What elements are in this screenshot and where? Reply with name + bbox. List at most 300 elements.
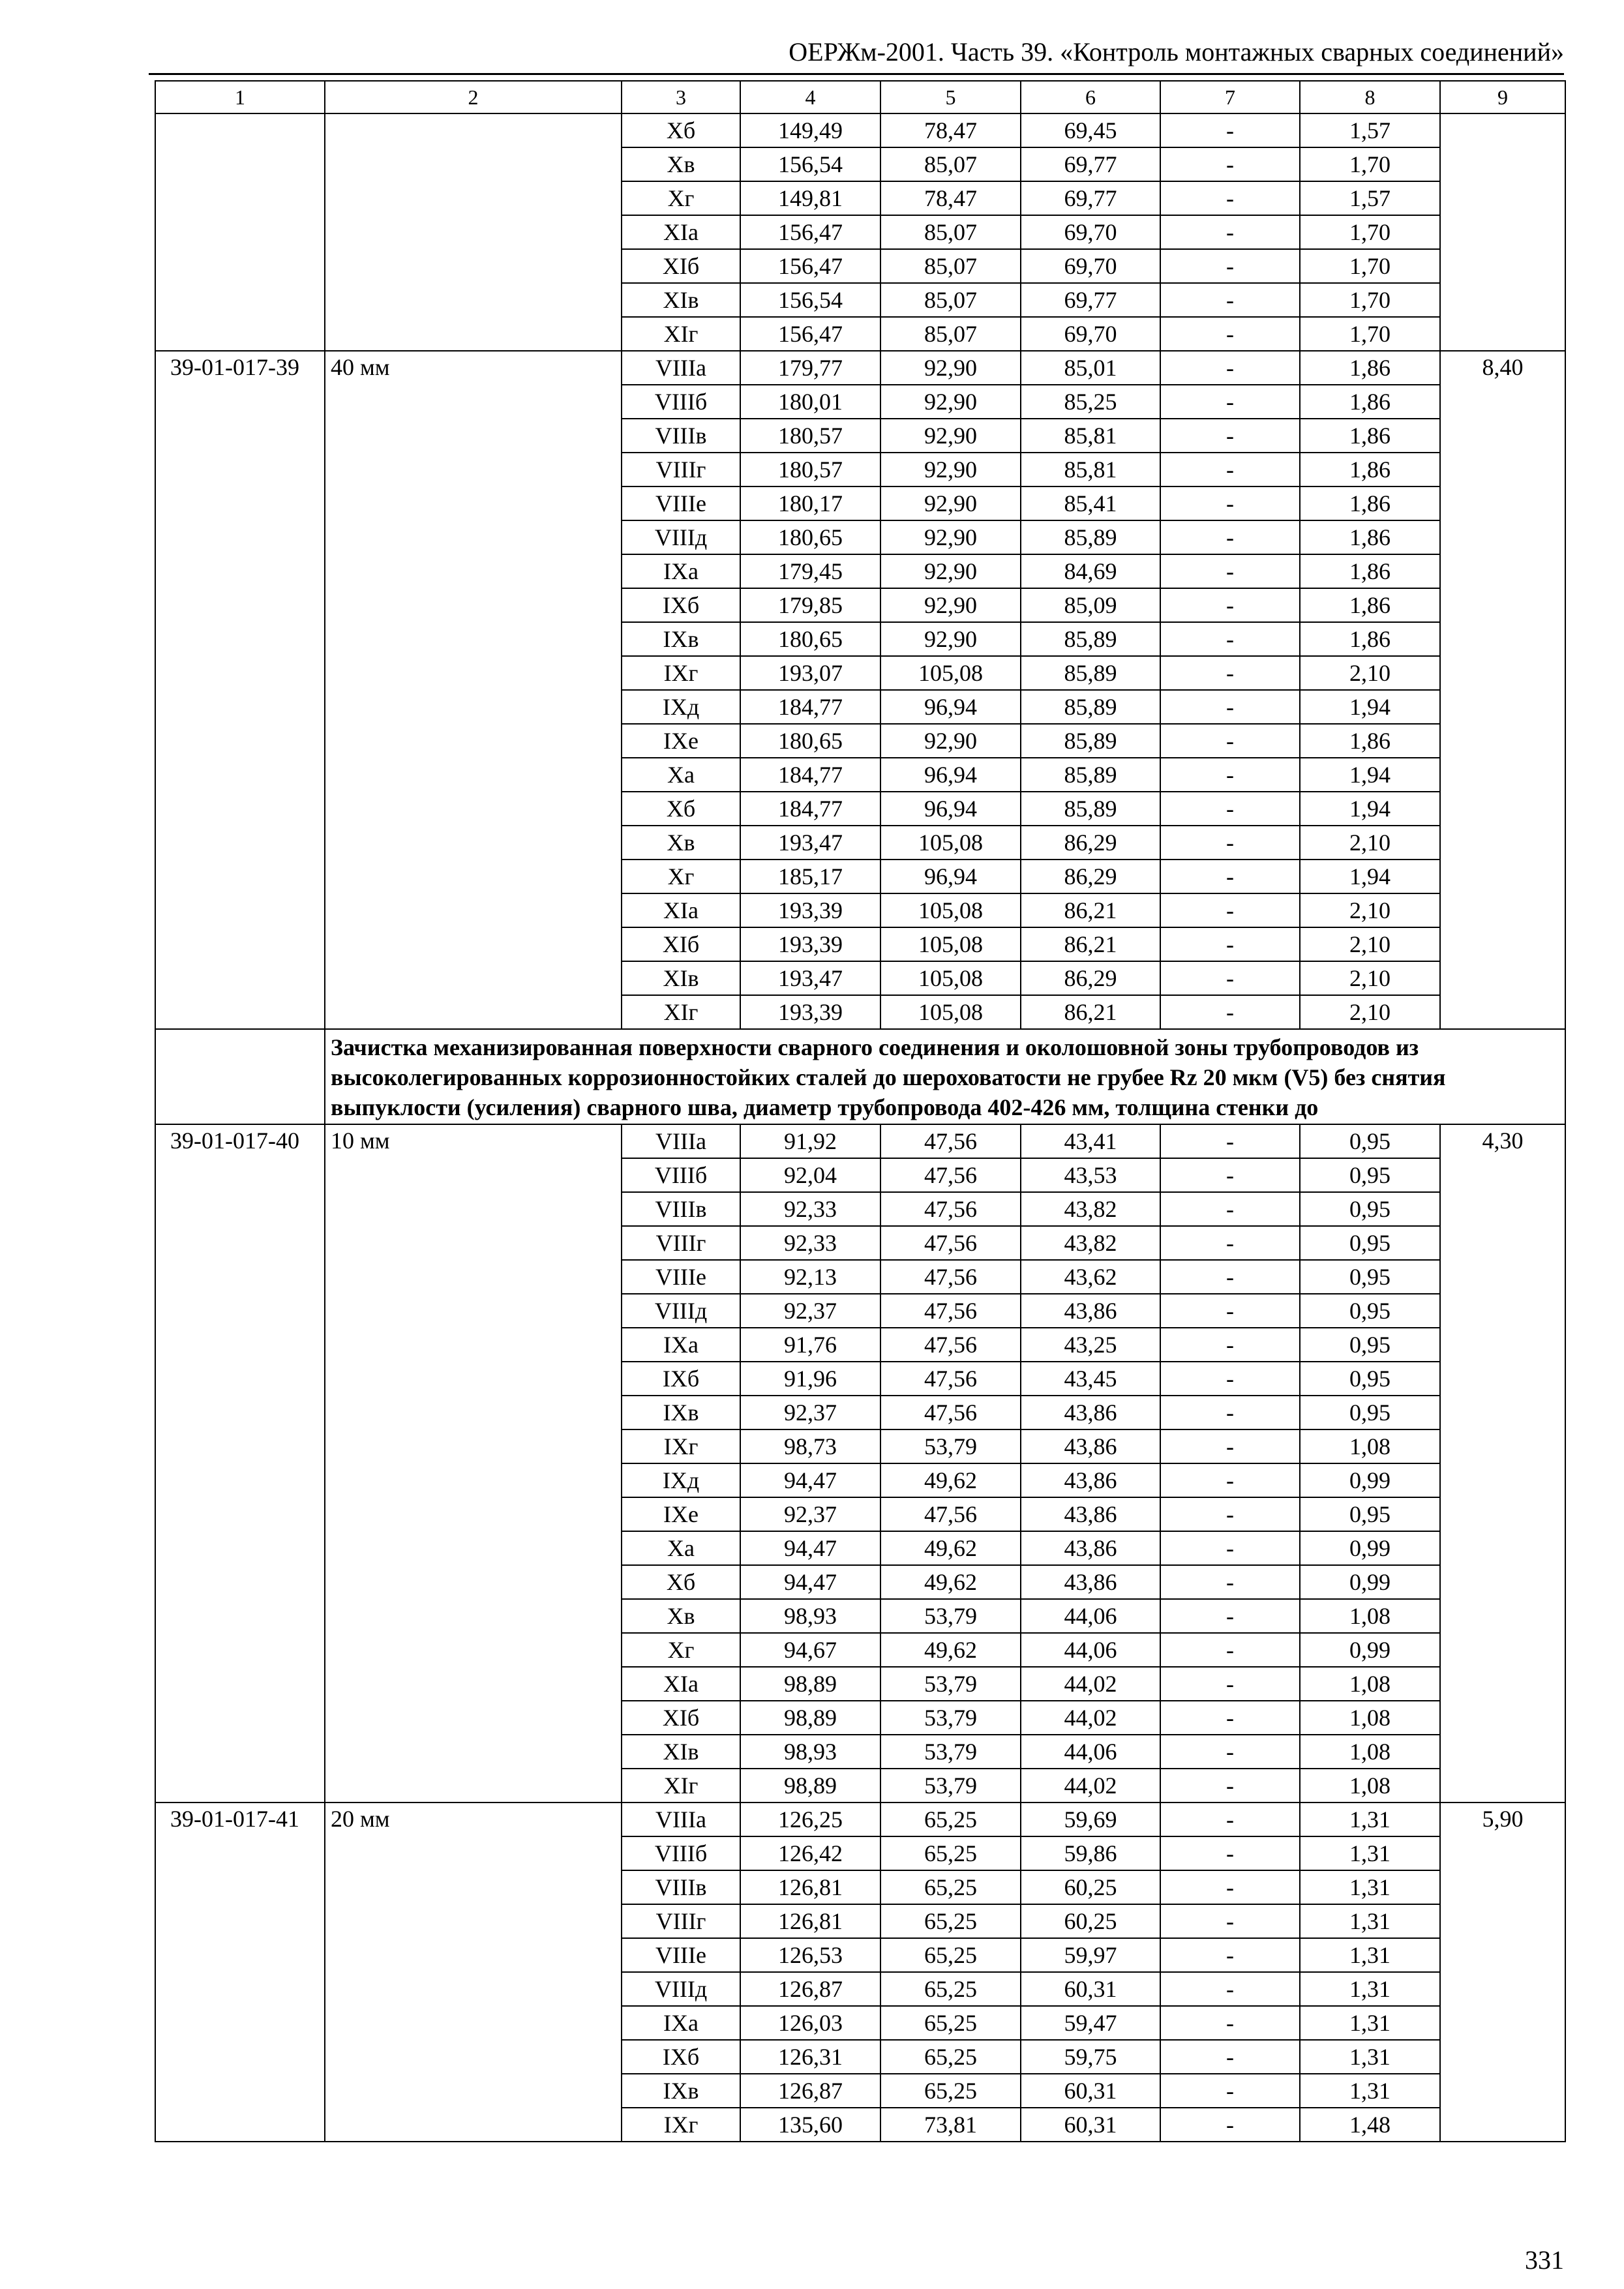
machine-cost-cell: 85,09 [1021, 588, 1160, 622]
machine-cost-cell: 44,02 [1021, 1667, 1160, 1701]
materials-cell: - [1160, 1904, 1300, 1938]
labor-hours-cell: 0,95 [1300, 1328, 1440, 1362]
labor-cost-cell: 105,08 [880, 826, 1021, 860]
materials-cell: - [1160, 1429, 1300, 1463]
machine-cost-cell: 43,86 [1021, 1565, 1160, 1599]
total-cost-cell: 193,47 [740, 961, 880, 995]
materials-cell: - [1160, 1328, 1300, 1362]
materials-cell: - [1160, 385, 1300, 419]
total-cost-cell: 126,87 [740, 1972, 880, 2006]
machine-cost-cell: 43,62 [1021, 1260, 1160, 1294]
labor-hours-cell: 2,10 [1300, 826, 1440, 860]
labor-hours-cell: 1,31 [1300, 1904, 1440, 1938]
labor-hours-cell: 1,08 [1300, 1701, 1440, 1735]
total-cost-cell: 180,01 [740, 385, 880, 419]
machine-cost-cell: 43,25 [1021, 1328, 1160, 1362]
materials-cell: - [1160, 1396, 1300, 1429]
labor-hours-cell: 1,94 [1300, 758, 1440, 792]
machine-cost-cell: 44,02 [1021, 1701, 1160, 1735]
labor-cost-cell: 65,25 [880, 2074, 1021, 2108]
labor-cost-cell: 53,79 [880, 1599, 1021, 1633]
total-cost-cell: 94,67 [740, 1633, 880, 1667]
labor-hours-cell: 0,95 [1300, 1396, 1440, 1429]
machine-cost-cell: 85,81 [1021, 453, 1160, 486]
total-cost-cell: 180,17 [740, 486, 880, 520]
labor-hours-cell: 1,31 [1300, 1938, 1440, 1972]
machine-cost-cell: 60,25 [1021, 1904, 1160, 1938]
labor-hours-cell: 2,10 [1300, 995, 1440, 1029]
labor-cost-cell: 92,90 [880, 724, 1021, 758]
total-cost-cell: 98,93 [740, 1599, 880, 1633]
labor-cost-cell: 47,56 [880, 1396, 1021, 1429]
labor-cost-cell: 92,90 [880, 351, 1021, 385]
total-cost-cell: 179,85 [740, 588, 880, 622]
category-cell: VIIIе [622, 1938, 740, 1972]
labor-hours-cell: 0,95 [1300, 1497, 1440, 1531]
materials-cell: - [1160, 826, 1300, 860]
total-cost-cell: 193,47 [740, 826, 880, 860]
machine-cost-cell: 85,25 [1021, 385, 1160, 419]
labor-cost-cell: 78,47 [880, 113, 1021, 147]
total-cost-cell: 126,81 [740, 1904, 880, 1938]
labor-hours-cell: 0,95 [1300, 1260, 1440, 1294]
machine-cost-cell: 69,70 [1021, 249, 1160, 283]
category-cell: Xа [622, 758, 740, 792]
labor-cost-cell: 53,79 [880, 1769, 1021, 1803]
labor-cost-cell: 92,90 [880, 419, 1021, 453]
category-cell: IXд [622, 690, 740, 724]
category-cell: VIIIг [622, 1904, 740, 1938]
total-cost-cell: 185,17 [740, 860, 880, 893]
machine-cost-cell: 44,06 [1021, 1735, 1160, 1769]
materials-cell: - [1160, 147, 1300, 181]
rate-name [325, 113, 622, 351]
machine-cost-cell: 85,41 [1021, 486, 1160, 520]
materials-cell: - [1160, 622, 1300, 656]
labor-hours-cell: 0,95 [1300, 1226, 1440, 1260]
materials-cell: - [1160, 893, 1300, 927]
total-cost-cell: 94,47 [740, 1565, 880, 1599]
column-number: 5 [880, 81, 1021, 113]
total-cost-cell: 126,31 [740, 2040, 880, 2074]
category-cell: VIIIд [622, 520, 740, 554]
labor-cost-cell: 105,08 [880, 961, 1021, 995]
category-cell: VIIIв [622, 1192, 740, 1226]
materials-cell: - [1160, 1497, 1300, 1531]
total-cost-cell: 98,93 [740, 1735, 880, 1769]
labor-hours-cell: 0,99 [1300, 1463, 1440, 1497]
total-cost-cell: 180,65 [740, 622, 880, 656]
labor-cost-cell: 65,25 [880, 1836, 1021, 1870]
total-cost-cell: 126,03 [740, 2006, 880, 2040]
labor-hours-cell: 0,99 [1300, 1565, 1440, 1599]
machine-cost-cell: 85,89 [1021, 690, 1160, 724]
column-number: 6 [1021, 81, 1160, 113]
machine-cost-cell: 85,89 [1021, 656, 1160, 690]
table-row [155, 113, 1565, 147]
total-cost-cell: 184,77 [740, 792, 880, 826]
labor-hours-cell: 1,86 [1300, 588, 1440, 622]
category-cell: VIIIд [622, 1294, 740, 1328]
labor-hours-cell: 1,08 [1300, 1769, 1440, 1803]
labor-hours-cell: 1,31 [1300, 1803, 1440, 1836]
machine-cost-cell: 69,77 [1021, 181, 1160, 215]
machine-cost-cell: 44,02 [1021, 1769, 1160, 1803]
labor-cost-cell: 105,08 [880, 893, 1021, 927]
header-rule [149, 73, 1564, 75]
total-cost-cell: 193,07 [740, 656, 880, 690]
machine-cost-cell: 59,75 [1021, 2040, 1160, 2074]
labor-cost-cell: 47,56 [880, 1226, 1021, 1260]
category-cell: IXв [622, 2074, 740, 2108]
materials-cell: - [1160, 656, 1300, 690]
section-blank-cell [155, 1029, 325, 1124]
total-cost-cell: 91,96 [740, 1362, 880, 1396]
labor-hours-cell: 1,08 [1300, 1599, 1440, 1633]
labor-cost-cell: 105,08 [880, 995, 1021, 1029]
machine-cost-cell: 43,86 [1021, 1531, 1160, 1565]
machine-cost-cell: 86,29 [1021, 961, 1160, 995]
materials-cell: - [1160, 588, 1300, 622]
labor-cost-cell: 92,90 [880, 520, 1021, 554]
table-row [155, 1803, 1565, 1836]
category-cell: XIа [622, 1667, 740, 1701]
labor-hours-cell: 1,86 [1300, 520, 1440, 554]
machinist-hours-cell: 4,30 [1440, 1124, 1565, 1803]
materials-cell: - [1160, 961, 1300, 995]
total-cost-cell: 156,47 [740, 215, 880, 249]
labor-cost-cell: 53,79 [880, 1429, 1021, 1463]
labor-hours-cell: 1,70 [1300, 283, 1440, 317]
machine-cost-cell: 86,21 [1021, 927, 1160, 961]
total-cost-cell: 92,33 [740, 1192, 880, 1226]
column-number: 4 [740, 81, 880, 113]
machinist-hours-cell [1440, 113, 1565, 351]
machine-cost-cell: 44,06 [1021, 1599, 1160, 1633]
total-cost-cell: 184,77 [740, 690, 880, 724]
category-cell: VIIIб [622, 1836, 740, 1870]
materials-cell: - [1160, 1531, 1300, 1565]
total-cost-cell: 126,53 [740, 1938, 880, 1972]
labor-hours-cell: 1,57 [1300, 181, 1440, 215]
labor-hours-cell: 1,70 [1300, 249, 1440, 283]
total-cost-cell: 92,04 [740, 1158, 880, 1192]
total-cost-cell: 156,47 [740, 249, 880, 283]
labor-cost-cell: 105,08 [880, 927, 1021, 961]
labor-hours-cell: 1,31 [1300, 2040, 1440, 2074]
category-cell: IXг [622, 1429, 740, 1463]
machine-cost-cell: 86,21 [1021, 893, 1160, 927]
materials-cell: - [1160, 1260, 1300, 1294]
materials-cell: - [1160, 1667, 1300, 1701]
labor-cost-cell: 47,56 [880, 1260, 1021, 1294]
labor-cost-cell: 47,56 [880, 1362, 1021, 1396]
materials-cell: - [1160, 181, 1300, 215]
total-cost-cell: 98,89 [740, 1769, 880, 1803]
total-cost-cell: 179,77 [740, 351, 880, 385]
category-cell: IXб [622, 588, 740, 622]
total-cost-cell: 193,39 [740, 995, 880, 1029]
materials-cell: - [1160, 554, 1300, 588]
category-cell: Xб [622, 113, 740, 147]
category-cell: IXб [622, 2040, 740, 2074]
column-number: 7 [1160, 81, 1300, 113]
labor-hours-cell: 1,70 [1300, 215, 1440, 249]
machine-cost-cell: 59,47 [1021, 2006, 1160, 2040]
labor-cost-cell: 92,90 [880, 453, 1021, 486]
machinist-hours-cell: 8,40 [1440, 351, 1565, 1029]
labor-cost-cell: 92,90 [880, 486, 1021, 520]
rates-table-body [155, 81, 1565, 2142]
labor-hours-cell: 2,10 [1300, 893, 1440, 927]
total-cost-cell: 193,39 [740, 927, 880, 961]
labor-cost-cell: 47,56 [880, 1124, 1021, 1158]
machine-cost-cell: 59,69 [1021, 1803, 1160, 1836]
rate-name: 10 мм [325, 1124, 622, 1803]
labor-cost-cell: 92,90 [880, 622, 1021, 656]
machine-cost-cell: 43,53 [1021, 1158, 1160, 1192]
category-cell: XIг [622, 317, 740, 351]
labor-hours-cell: 1,31 [1300, 2074, 1440, 2108]
category-cell: VIIIб [622, 1158, 740, 1192]
category-cell: VIIIа [622, 1803, 740, 1836]
materials-cell: - [1160, 453, 1300, 486]
labor-hours-cell: 1,31 [1300, 1836, 1440, 1870]
category-cell: IXг [622, 656, 740, 690]
labor-hours-cell: 0,99 [1300, 1531, 1440, 1565]
labor-cost-cell: 85,07 [880, 317, 1021, 351]
labor-cost-cell: 65,25 [880, 2006, 1021, 2040]
category-cell: IXв [622, 622, 740, 656]
labor-hours-cell: 0,95 [1300, 1124, 1440, 1158]
machine-cost-cell: 85,89 [1021, 758, 1160, 792]
labor-cost-cell: 78,47 [880, 181, 1021, 215]
total-cost-cell: 135,60 [740, 2108, 880, 2142]
category-cell: Xг [622, 181, 740, 215]
column-number: 1 [155, 81, 325, 113]
materials-cell: - [1160, 317, 1300, 351]
section-description: Зачистка механизированная поверхности сварного соединения и околошовной зоны трубопроводов из высоколегированных коррозионностойких сталей до шероховатости не грубее Rz 20 мкм (V5) без снятия выпуклости (усиления) сварного шва, диаметр трубопровода 402-426 мм, толщина стенки до [325, 1029, 1565, 1124]
total-cost-cell: 92,37 [740, 1294, 880, 1328]
materials-cell: - [1160, 1565, 1300, 1599]
labor-cost-cell: 92,90 [880, 385, 1021, 419]
labor-cost-cell: 85,07 [880, 215, 1021, 249]
total-cost-cell: 98,73 [740, 1429, 880, 1463]
labor-hours-cell: 1,86 [1300, 453, 1440, 486]
labor-cost-cell: 47,56 [880, 1328, 1021, 1362]
total-cost-cell: 126,81 [740, 1870, 880, 1904]
materials-cell: - [1160, 1362, 1300, 1396]
category-cell: IXе [622, 724, 740, 758]
total-cost-cell: 126,42 [740, 1836, 880, 1870]
machine-cost-cell: 44,06 [1021, 1633, 1160, 1667]
materials-cell: - [1160, 1769, 1300, 1803]
labor-hours-cell: 1,86 [1300, 385, 1440, 419]
labor-hours-cell: 1,94 [1300, 860, 1440, 893]
machine-cost-cell: 85,81 [1021, 419, 1160, 453]
labor-cost-cell: 65,25 [880, 2040, 1021, 2074]
page-header-title: ОЕРЖм-2001. Часть 39. «Контроль монтажных сварных соединений» [789, 37, 1564, 67]
machine-cost-cell: 85,89 [1021, 724, 1160, 758]
materials-cell: - [1160, 995, 1300, 1029]
labor-cost-cell: 53,79 [880, 1735, 1021, 1769]
materials-cell: - [1160, 860, 1300, 893]
rate-code [155, 113, 325, 351]
labor-hours-cell: 1,48 [1300, 2108, 1440, 2142]
machine-cost-cell: 60,31 [1021, 2074, 1160, 2108]
category-cell: VIIIг [622, 453, 740, 486]
table-row [155, 1124, 1565, 1158]
labor-cost-cell: 73,81 [880, 2108, 1021, 2142]
column-number: 3 [622, 81, 740, 113]
rates-table [155, 80, 1566, 2142]
labor-hours-cell: 1,08 [1300, 1429, 1440, 1463]
rate-name: 20 мм [325, 1803, 622, 2142]
materials-cell: - [1160, 1192, 1300, 1226]
page-number: 331 [1525, 2245, 1564, 2275]
labor-hours-cell: 0,95 [1300, 1158, 1440, 1192]
labor-hours-cell: 2,10 [1300, 961, 1440, 995]
materials-cell: - [1160, 1124, 1300, 1158]
machine-cost-cell: 59,97 [1021, 1938, 1160, 1972]
total-cost-cell: 92,37 [740, 1396, 880, 1429]
labor-cost-cell: 65,25 [880, 1803, 1021, 1836]
labor-cost-cell: 85,07 [880, 249, 1021, 283]
machine-cost-cell: 43,41 [1021, 1124, 1160, 1158]
category-cell: IXв [622, 1396, 740, 1429]
machine-cost-cell: 69,45 [1021, 113, 1160, 147]
materials-cell: - [1160, 1938, 1300, 1972]
labor-hours-cell: 1,86 [1300, 351, 1440, 385]
category-cell: XIа [622, 215, 740, 249]
total-cost-cell: 98,89 [740, 1667, 880, 1701]
labor-hours-cell: 1,31 [1300, 1972, 1440, 2006]
materials-cell: - [1160, 283, 1300, 317]
materials-cell: - [1160, 690, 1300, 724]
machine-cost-cell: 43,82 [1021, 1192, 1160, 1226]
total-cost-cell: 156,54 [740, 147, 880, 181]
category-cell: IXа [622, 1328, 740, 1362]
category-cell: XIб [622, 927, 740, 961]
materials-cell: - [1160, 1735, 1300, 1769]
labor-cost-cell: 96,94 [880, 758, 1021, 792]
labor-hours-cell: 1,31 [1300, 1870, 1440, 1904]
materials-cell: - [1160, 486, 1300, 520]
materials-cell: - [1160, 1836, 1300, 1870]
category-cell: Xб [622, 1565, 740, 1599]
materials-cell: - [1160, 1870, 1300, 1904]
category-cell: XIб [622, 249, 740, 283]
labor-cost-cell: 47,56 [880, 1158, 1021, 1192]
labor-cost-cell: 53,79 [880, 1701, 1021, 1735]
column-number: 8 [1300, 81, 1440, 113]
total-cost-cell: 91,76 [740, 1328, 880, 1362]
total-cost-cell: 92,33 [740, 1226, 880, 1260]
machine-cost-cell: 60,25 [1021, 1870, 1160, 1904]
total-cost-cell: 193,39 [740, 893, 880, 927]
labor-cost-cell: 53,79 [880, 1667, 1021, 1701]
materials-cell: - [1160, 113, 1300, 147]
materials-cell: - [1160, 215, 1300, 249]
labor-cost-cell: 49,62 [880, 1531, 1021, 1565]
materials-cell: - [1160, 792, 1300, 826]
labor-cost-cell: 85,07 [880, 147, 1021, 181]
labor-hours-cell: 2,10 [1300, 656, 1440, 690]
labor-hours-cell: 1,08 [1300, 1735, 1440, 1769]
category-cell: VIIIа [622, 351, 740, 385]
materials-cell: - [1160, 1226, 1300, 1260]
labor-cost-cell: 96,94 [880, 860, 1021, 893]
labor-cost-cell: 92,90 [880, 554, 1021, 588]
category-cell: VIIIв [622, 1870, 740, 1904]
category-cell: XIа [622, 893, 740, 927]
machine-cost-cell: 60,31 [1021, 2108, 1160, 2142]
total-cost-cell: 180,65 [740, 520, 880, 554]
category-cell: XIв [622, 283, 740, 317]
machine-cost-cell: 59,86 [1021, 1836, 1160, 1870]
total-cost-cell: 179,45 [740, 554, 880, 588]
machine-cost-cell: 43,86 [1021, 1463, 1160, 1497]
materials-cell: - [1160, 1803, 1300, 1836]
labor-hours-cell: 0,99 [1300, 1633, 1440, 1667]
labor-cost-cell: 65,25 [880, 1870, 1021, 1904]
materials-cell: - [1160, 249, 1300, 283]
category-cell: VIIIа [622, 1124, 740, 1158]
machine-cost-cell: 43,86 [1021, 1396, 1160, 1429]
materials-cell: - [1160, 351, 1300, 385]
machine-cost-cell: 43,86 [1021, 1294, 1160, 1328]
materials-cell: - [1160, 724, 1300, 758]
total-cost-cell: 91,92 [740, 1124, 880, 1158]
rate-code: 39-01-017-39 [155, 351, 325, 1029]
total-cost-cell: 126,25 [740, 1803, 880, 1836]
category-cell: VIIIд [622, 1972, 740, 2006]
category-cell: IXб [622, 1362, 740, 1396]
labor-cost-cell: 65,25 [880, 1972, 1021, 2006]
category-cell: Xа [622, 1531, 740, 1565]
category-cell: IXа [622, 554, 740, 588]
labor-cost-cell: 49,62 [880, 1463, 1021, 1497]
labor-hours-cell: 1,57 [1300, 113, 1440, 147]
total-cost-cell: 98,89 [740, 1701, 880, 1735]
category-cell: IXе [622, 1497, 740, 1531]
labor-cost-cell: 85,07 [880, 283, 1021, 317]
category-cell: IXг [622, 2108, 740, 2142]
category-cell: VIIIб [622, 385, 740, 419]
category-cell: XIг [622, 1769, 740, 1803]
materials-cell: - [1160, 758, 1300, 792]
materials-cell: - [1160, 1701, 1300, 1735]
labor-hours-cell: 1,86 [1300, 724, 1440, 758]
labor-hours-cell: 1,31 [1300, 2006, 1440, 2040]
total-cost-cell: 156,54 [740, 283, 880, 317]
section-row [155, 1029, 1565, 1124]
category-cell: Xг [622, 1633, 740, 1667]
labor-hours-cell: 1,86 [1300, 554, 1440, 588]
labor-hours-cell: 0,95 [1300, 1362, 1440, 1396]
labor-hours-cell: 0,95 [1300, 1294, 1440, 1328]
labor-cost-cell: 47,56 [880, 1192, 1021, 1226]
total-cost-cell: 180,65 [740, 724, 880, 758]
category-cell: IXд [622, 1463, 740, 1497]
labor-hours-cell: 0,95 [1300, 1192, 1440, 1226]
machine-cost-cell: 86,21 [1021, 995, 1160, 1029]
category-cell: XIв [622, 961, 740, 995]
labor-cost-cell: 65,25 [880, 1938, 1021, 1972]
labor-cost-cell: 47,56 [880, 1497, 1021, 1531]
category-cell: Xб [622, 792, 740, 826]
category-cell: Xв [622, 1599, 740, 1633]
